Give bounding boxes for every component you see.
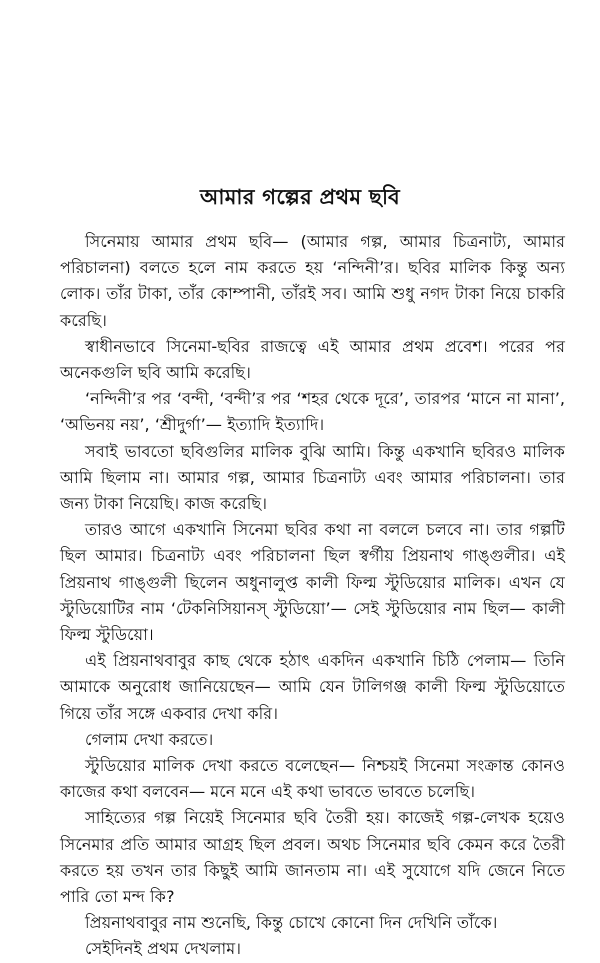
chapter-title: আমার গল্পের প্রথম ছবি	[199, 185, 401, 209]
paragraph: সবাই ভাবতো ছবিগুলির মালিক বুঝি আমি। কিন্তু একখানি ছবিরও মালিক আমি ছিলাম না। আমার গল্প, আমার চিত্রনাট্য এবং আমার পরিচালনা। তার জন্য টাকা নিয়েছি। কাজ করেছি।	[60, 441, 565, 514]
paragraph: স্টুডিয়োর মালিক দেখা করতে বলেছেন— নিশ্চয়ই সিনেমা সংক্রান্ত কোনও কাজের কথা বলবেন— মনে মনে এই কথা ভাবতে ভাবতে চলেছি।	[60, 756, 565, 802]
paragraph: প্রিয়নাথবাবুর নাম শুনেছি, কিন্তু চোখে কোনো দিন দেখিনি তাঁকে।	[85, 913, 498, 933]
chapter-body	[60, 229, 565, 963]
paragraph: সেইদিনই প্রথম দেখলাম।	[85, 939, 241, 959]
paragraph: স্বাধীনভাবে সিনেমা-ছবির রাজত্বে এই আমার প্রথম প্রবেশ। পরের পর অনেকগুলি ছবি আমি করেছি।	[60, 336, 565, 383]
paragraph: এই প্রিয়নাথবাবুর কাছ থেকে হঠাৎ একদিন একখানি চিঠি পেলাম— তিনি আমাকে অনুরোধ জানিয়েছেন— আমি যেন টালিগঞ্জ কালী ফিল্ম স্টুডিয়োতে গিয়ে তাঁর সঙ্গে একবার দেখা করি।	[60, 651, 565, 723]
paragraph: তারও আগে একখানি সিনেমা ছবির কথা না বললে চলবে না। তার গল্পটি ছিল আমার। চিত্রনাট্য এবং পরিচালনা ছিল স্বর্গীয় প্রিয়নাথ গাঙ্গুলীর। এই প্রিয়নাথ গাঙ্গুলী ছিলেন অধুনালুপ্ত কালী ফিল্ম স্টুডিয়োর মালিক। এখন যে স্টুডিয়োটির নাম ‘টেকনিসিয়ানস্ স্টুডিয়ো’— সেই স্টুডিয়োর নাম ছিল— কালী ফিল্ম স্টুডিয়ো।	[60, 520, 565, 645]
paragraph: ‘নন্দিনী’র পর ‘বন্দী, ‘বন্দী’র পর ‘শহর থেকে দূরে’, তারপর ‘মানে না মানা’, ‘অভিনয় নয়’, ‘শ্রীদুর্গা’— ইত্যাদি ইত্যাদি।	[60, 389, 565, 435]
paragraph: সিনেমায় আমার প্রথম ছবি— (আমার গল্প, আমার চিত্রনাট্য, আমার পরিচালনা) বলতে হলে নাম করতে হয় ‘নন্দিনী’র। ছবির মালিক কিন্তু অন্য লোক। তাঁর টাকা, তাঁর কোম্পানী, তাঁরই সব। আমি শুধু নগদ টাকা নিয়ে চাকরি করেছি।	[60, 232, 565, 330]
paragraph: সাহিত্যের গল্প নিয়েই সিনেমার ছবি তৈরী হয়। কাজেই গল্প-লেখক হয়েও সিনেমার প্রতি আমার আগ্রহ ছিল প্রবল। অথচ সিনেমার ছবি কেমন করে তৈরী করতে হয় তখন তার কিছুই আমি জানতাম না। এই সুযোগে যদি জেনে নিতে পারি তো মন্দ কি?	[60, 808, 565, 907]
paragraph: গেলাম দেখা করতে।	[85, 729, 214, 749]
